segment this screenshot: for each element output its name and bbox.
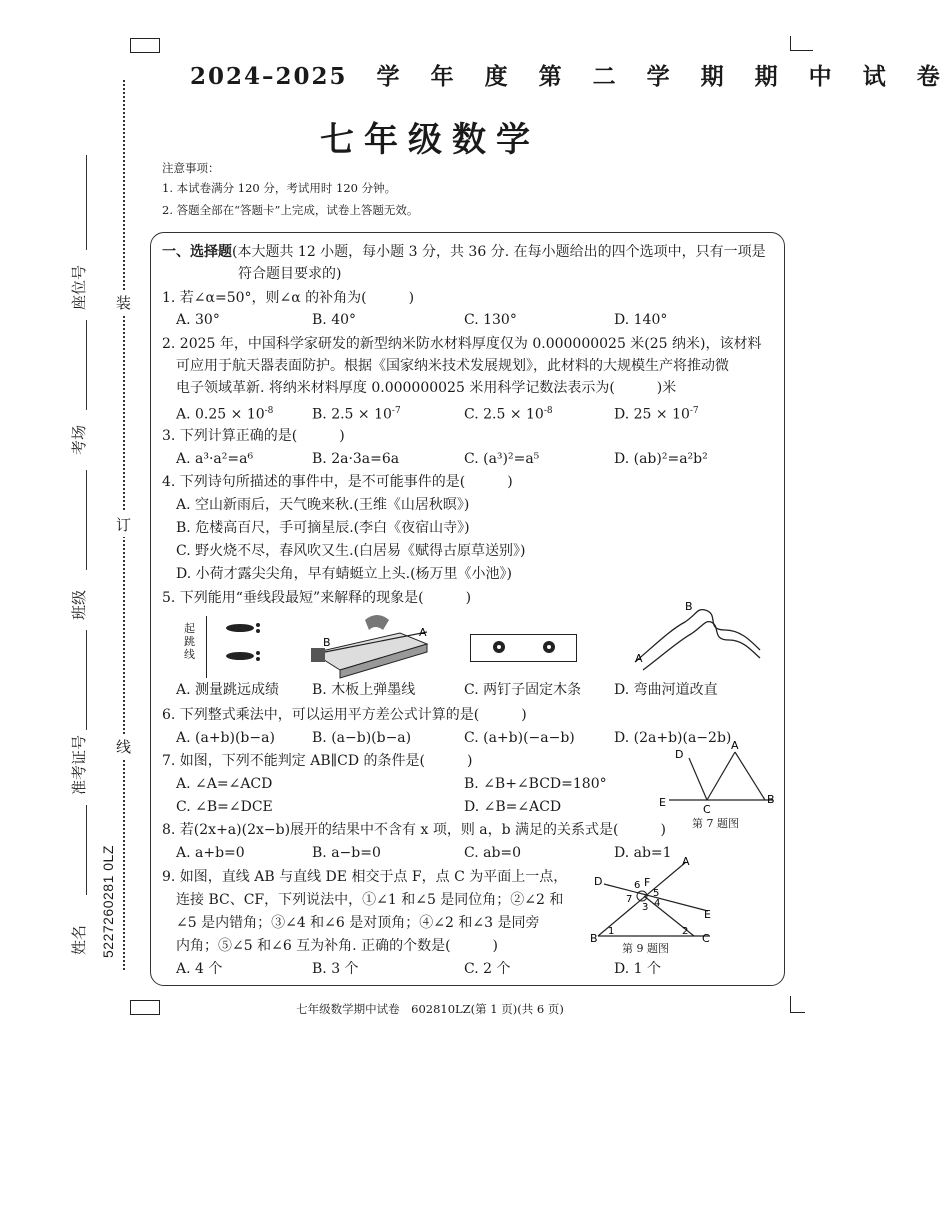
q5-takeoff-line — [206, 616, 207, 678]
q8-option-b: B. a−b=0 — [312, 845, 381, 861]
name-blank-line — [86, 805, 87, 895]
q2-option-a-base: A. 0.25 × 10 — [176, 406, 265, 423]
q9-angle-5: 5 — [653, 888, 660, 899]
q9-point-c: C — [702, 932, 710, 945]
q2-option-b-exp: -7 — [391, 406, 401, 416]
q4-option-b: B. 危楼高百尺，手可摘星辰.(李白《夜宿山寺》) — [176, 520, 470, 536]
room-label: 考场 — [70, 424, 88, 455]
q3-option-d: D. (ab)²=a²b² — [614, 451, 708, 467]
section1-heading-rest: (本大题共 12 小题，每小题 3 分，共 36 分. 在每小题给出的四个选项中，只有一项是 — [232, 244, 766, 260]
q9-point-e: E — [704, 908, 711, 921]
q7-point-e: E — [659, 796, 666, 809]
nail-icon — [541, 639, 557, 655]
q4-option-c: C. 野火烧不尽，春风吹又生.(白居易《赋得古原草送别》) — [176, 543, 526, 559]
exam-title-line1 — [190, 58, 942, 91]
q9-option-a: A. 4 个 — [176, 961, 223, 977]
title-word: 二 — [592, 63, 618, 90]
name-label: 姓名 — [70, 924, 88, 955]
q8-option-c: C. ab=0 — [464, 845, 522, 861]
q4-option-d: D. 小荷才露尖尖角，早有蜻蜓立上头.(杨万里《小池》) — [176, 566, 512, 582]
q6-option-d: D. (2a+b)(a−2b) — [614, 730, 732, 746]
seat-blank-line — [86, 155, 87, 250]
class-blank-line — [86, 470, 87, 570]
q7-figure — [655, 738, 785, 818]
q3-option-a: A. a³·a²=a⁶ — [176, 451, 254, 467]
page-footer: 七年级数学期中试卷 602810LZ(第 1 页)(共 6 页) — [296, 1002, 564, 1016]
q9-option-c: C. 2 个 — [464, 961, 511, 977]
q6-stem: 6. 下列整式乘法中，可以运用平方差公式计算的是( ) — [162, 707, 527, 723]
binding-mark-xian: 线 — [116, 734, 131, 759]
q8-stem: 8. 若(2x+a)(2x−b)展开的结果中不含有 x 项，则 a，b 满足的关系式是( ) — [162, 822, 666, 838]
title-word: 年 — [430, 63, 456, 90]
q2-stem-line3: 电子领域革新. 将纳米材料厚度 0.000000025 米用科学记数法表示为( )米 — [176, 380, 677, 396]
q9-figure — [590, 856, 730, 946]
q8-option-a: A. a+b=0 — [176, 845, 245, 861]
q1-option-a: A. 30° — [176, 312, 220, 328]
notes-item-2: 2. 答题全部在“答题卡”上完成，试卷上答题无效。 — [162, 203, 419, 217]
q7-option-c: C. ∠B=∠DCE — [176, 799, 273, 815]
q7-point-b: B — [767, 793, 775, 806]
exam-id-blank-line — [86, 630, 87, 730]
title-word: 试 — [862, 63, 888, 90]
room-blank-line — [86, 320, 87, 410]
q9-figure-caption: 第 9 题图 — [622, 942, 669, 955]
title-word: 期 — [700, 63, 726, 90]
q9-stem-line3: ∠5 是内错角；③∠4 和∠6 是对顶角；④∠2 和∠3 是同旁 — [176, 915, 540, 931]
q2-option-c-base: C. 2.5 × 10 — [464, 406, 544, 423]
q7-option-d: D. ∠B=∠ACD — [464, 799, 562, 815]
q2-stem-line2: 可应用于航天器表面防护。根据《国家纳米技术发展规划》，此材料的大规模生产将推动微 — [176, 358, 729, 374]
q1-option-b: B. 40° — [312, 312, 357, 328]
section1-heading-line2: 符合题目要求的) — [238, 266, 342, 282]
q5-option-a: A. 测量跳远成绩 — [176, 682, 280, 698]
section1-heading-bold: 一、选择题 — [162, 244, 232, 260]
exam-subject-title: 七年级数学 — [320, 120, 540, 160]
footprints-icon — [210, 610, 290, 680]
q7-point-c: C — [703, 803, 711, 816]
exam-id-label: 准考证号 — [70, 734, 88, 795]
q9-angle-1: 1 — [608, 926, 615, 937]
q5-figure-b — [305, 608, 435, 678]
q6-option-a: A. (a+b)(b−a) — [176, 730, 275, 746]
q3-option-c: C. (a³)²=a⁵ — [464, 451, 540, 467]
q5-figure-a — [180, 610, 290, 680]
section1-heading — [162, 241, 782, 263]
q3-option-b: B. 2a·3a=6a — [312, 451, 400, 467]
notes-item-1: 1. 本试卷满分 120 分，考试用时 120 分钟。 — [162, 181, 397, 195]
q9-angle-4: 4 — [654, 898, 661, 909]
q2-option-c — [464, 400, 553, 426]
q5-fig-d-point-b: B — [685, 600, 693, 613]
q9-stem-line1: 9. 如图，直线 AB 与直线 DE 相交于点 F，点 C 为平面上一点， — [162, 869, 568, 885]
q5-fig-b-point-b: B — [323, 636, 331, 649]
q2-option-a-exp: -8 — [264, 406, 274, 416]
q9-stem-line2: 连接 BC、CF，下列说法中，①∠1 和∠5 是同位角；②∠2 和 — [176, 892, 564, 908]
q2-option-d-base: D. 25 × 10 — [614, 406, 690, 423]
q2-option-c-exp: -8 — [543, 406, 553, 416]
q5-takeoff-label: 起跳线 — [184, 622, 195, 661]
q9-angle-3: 3 — [642, 902, 649, 913]
q2-option-b — [312, 400, 401, 426]
student-code: 5227260281 0LZ — [100, 845, 116, 958]
q5-option-d: D. 弯曲河道改直 — [614, 682, 718, 698]
q4-stem: 4. 下列诗句所描述的事件中，是不可能事件的是( ) — [162, 474, 513, 490]
q3-stem: 3. 下列计算正确的是( ) — [162, 428, 345, 444]
corner-mark-top-right — [790, 36, 813, 51]
q7-option-b: B. ∠B+∠BCD=180° — [464, 776, 607, 792]
q9-point-f: F — [644, 876, 651, 889]
q5-fig-b-point-a: A — [419, 626, 427, 639]
q9-angle-2: 2 — [682, 926, 689, 937]
binding-mark-ding: 订 — [116, 512, 131, 537]
title-word: 度 — [484, 63, 510, 90]
corner-mark-top-left — [130, 38, 160, 53]
class-label: 班级 — [70, 589, 88, 620]
q8-option-d: D. ab=1 — [614, 845, 672, 861]
q7-figure-caption: 第 7 题图 — [692, 817, 739, 830]
title-word: 第 — [538, 63, 564, 90]
q5-figure-d — [625, 600, 765, 675]
q9-angle-7: 7 — [626, 894, 633, 905]
nail-icon — [491, 639, 507, 655]
q9-point-b: B — [590, 932, 598, 945]
title-word: 期 — [754, 63, 780, 90]
q6-option-b: B. (a−b)(b−a) — [312, 730, 412, 746]
q5-stem: 5. 下列能用“垂线段最短”来解释的现象是( ) — [162, 590, 472, 606]
q9-angle-6: 6 — [634, 880, 641, 891]
q2-option-d-exp: -7 — [689, 406, 699, 416]
q7-point-a: A — [731, 739, 739, 752]
q9-option-b: B. 3 个 — [312, 961, 359, 977]
q5-option-c: C. 两钉子固定木条 — [464, 682, 582, 698]
q5-fig-d-point-a: A — [635, 652, 643, 665]
q2-stem-line1: 2. 2025 年，中国科学家研发的新型纳米防水材料厚度仅为 0.000000025 米(25 纳米)，该材料 — [162, 336, 762, 352]
q9-option-d: D. 1 个 — [614, 961, 661, 977]
seat-label: 座位号 — [70, 264, 88, 310]
q7-stem: 7. 如图，下列不能判定 AB∥CD 的条件是( ) — [162, 753, 473, 769]
q1-option-c: C. 130° — [464, 312, 517, 328]
q5-option-b: B. 木板上弹墨线 — [312, 682, 416, 698]
q9-stem-line4: 内角；⑤∠5 和∠6 互为补角. 正确的个数是( ) — [176, 938, 498, 954]
q7-point-d: D — [675, 748, 684, 761]
title-word: 学 — [376, 63, 402, 90]
binding-mark-zhuang: 装 — [116, 290, 131, 315]
title-word: 学 — [646, 63, 672, 90]
q5-figure-c — [470, 634, 577, 662]
q6-option-c: C. (a+b)(−a−b) — [464, 730, 575, 746]
title-word: 2024–2025 — [190, 63, 348, 90]
q2-option-a — [176, 400, 273, 426]
q4-option-a: A. 空山新雨后，天气晚来秋.(王维《山居秋暝》) — [176, 497, 470, 513]
q2-option-d — [614, 400, 699, 426]
title-word: 中 — [808, 63, 834, 90]
q7-option-a: A. ∠A=∠ACD — [176, 776, 273, 792]
title-word: 卷 — [916, 63, 942, 90]
q9-point-d: D — [594, 875, 603, 888]
q2-option-b-base: B. 2.5 × 10 — [312, 406, 392, 423]
q1-option-d: D. 140° — [614, 312, 668, 328]
q9-point-a: A — [682, 855, 690, 868]
notes-heading: 注意事项： — [162, 161, 220, 175]
q1-stem: 1. 若∠α=50°，则∠α 的补角为( ) — [162, 290, 415, 306]
